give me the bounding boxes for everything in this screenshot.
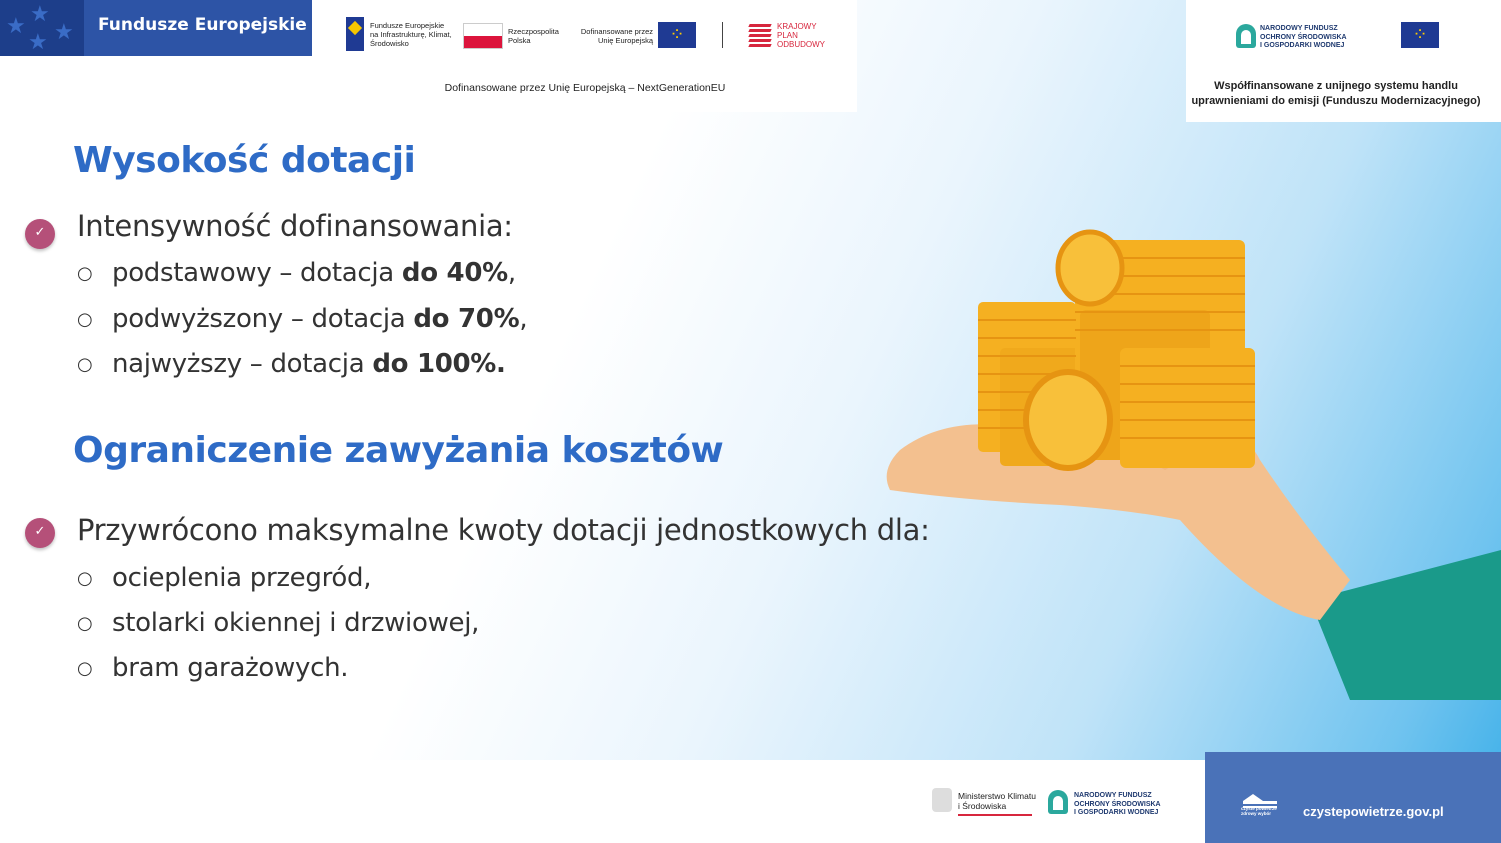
rp-label: Rzeczpospolita Polska — [508, 27, 559, 45]
site-logo-label: czyste powietrze zdrowy wybór — [1241, 806, 1277, 816]
nfosigw-header-box — [1186, 0, 1501, 122]
nfosigw-label: NARODOWY FUNDUSZ OCHRONY ŚRODOWISKA I GOSPODARKI WODNEJ — [1260, 25, 1347, 49]
kpo-label: KRAJOWY PLAN ODBUDOWY — [777, 22, 825, 49]
heading-grant-amount: Wysokość dotacji — [73, 140, 416, 181]
hollow-circle-icon: ○ — [77, 354, 93, 375]
list-item: ○ podstawowy – dotacja do 40%, — [77, 258, 516, 288]
check-circle-icon — [25, 518, 55, 548]
divider — [722, 22, 723, 48]
ministry-underline — [958, 814, 1032, 816]
ets-caption — [1186, 79, 1486, 109]
site-link[interactable]: czystepowietrze.gov.pl — [1303, 804, 1444, 819]
fe-stars-logo: ★ ★ ★ ★ — [0, 0, 84, 56]
fe-title: Fundusze Europejskie — [98, 15, 307, 35]
eu-flag-icon: ⁘ — [658, 22, 696, 48]
nfosigw-footer-label: NARODOWY FUNDUSZ OCHRONY ŚRODOWISKA I GOSPODARKI WODNEJ — [1074, 792, 1161, 816]
ministry-label: Ministerstwo Klimatu i Środowiska — [958, 791, 1036, 811]
hollow-circle-icon: ○ — [77, 309, 93, 330]
lead-restored: Przywrócono maksymalne kwoty dotacji jednostkowych dla: — [77, 513, 930, 547]
list-item: ○ ocieplenia przegród, — [77, 563, 372, 593]
hollow-circle-icon: ○ — [77, 658, 93, 679]
fe-infra-label: Fundusze Europejskie na Infrastrukturę, Klimat, Środowisko — [370, 21, 452, 48]
hollow-circle-icon: ○ — [77, 613, 93, 634]
nfosigw-emblem-icon — [1236, 24, 1256, 48]
heading-cost-limits: Ograniczenie zawyżania kosztów — [73, 430, 724, 471]
logo-strip — [313, 0, 857, 112]
list-item: ○ bram garażowych. — [77, 653, 349, 683]
list-item: ○ stolarki okiennej i drzwiowej, — [77, 608, 480, 638]
hand-with-coins-illustration — [880, 220, 1501, 700]
hollow-circle-icon: ○ — [77, 568, 93, 589]
eu-cofinanced-label: Dofinansowane przez Unię Europejską — [580, 27, 653, 45]
coin-front — [1058, 232, 1122, 304]
ets-caption-line2: uprawnieniami do emisji (Funduszu Modernizacyjnego) — [1191, 95, 1481, 107]
fe-badge — [0, 0, 312, 56]
footer-logos — [928, 784, 1168, 824]
eu-flag-icon: ⁘ — [1401, 22, 1439, 48]
eagle-icon — [932, 788, 952, 812]
site-box — [1205, 752, 1501, 843]
nfosigw-emblem-icon — [1048, 790, 1068, 814]
list-item: ○ podwyższony – dotacja do 70%, — [77, 304, 528, 334]
coin-stacks — [978, 232, 1255, 468]
list-item: ○ najwyższy – dotacja do 100%. — [77, 349, 506, 379]
kpo-logo-icon — [749, 22, 771, 48]
check-circle-icon — [25, 219, 55, 249]
polish-flag-icon — [463, 23, 503, 49]
coin-front — [1026, 372, 1110, 468]
lead-intensity: Intensywność dofinansowania: — [77, 209, 513, 243]
ets-caption-line1: Współfinansowane z unijnego systemu handlu — [1214, 80, 1458, 92]
fe-infra-logo-icon — [346, 17, 364, 51]
hollow-circle-icon: ○ — [77, 263, 93, 284]
ngeu-caption: Dofinansowane przez Unię Europejską – NextGenerationEU — [444, 82, 726, 94]
